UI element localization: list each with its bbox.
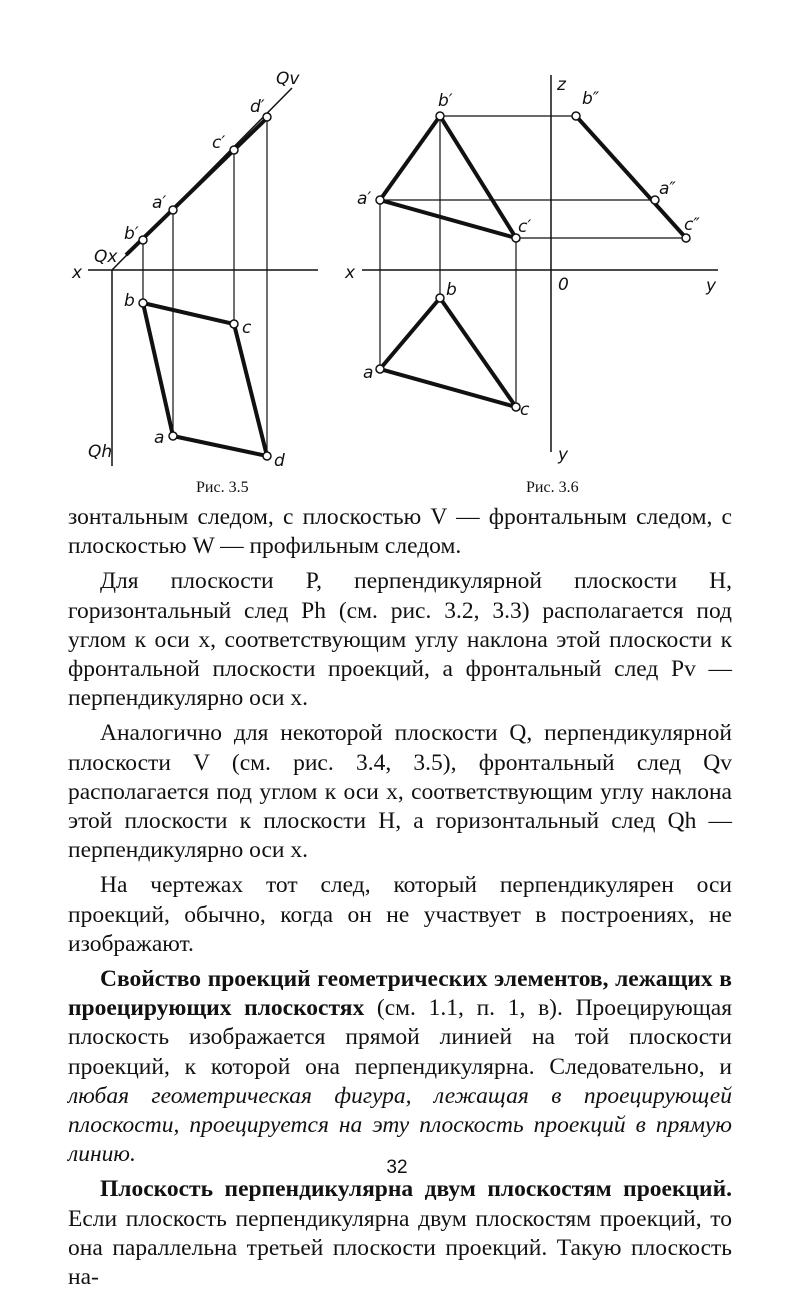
paragraph-3: Аналогично для некоторой плоскости Q, перпендикулярной плоскости V (см. рис. 3.4, 3.5), фронтальный след Qv располагается под углом к оси x, соответствующим углу наклона этой плоскости к плоскости H, а горизонтальный след Qh — перпендикулярно оси x. <box>68 720 732 864</box>
label-a2-3-6: a″ <box>659 179 676 199</box>
label-a1-3-6: a′ <box>357 189 372 209</box>
page-number: 32 <box>386 1157 408 1178</box>
paragraph-5-heading: Свойство проекций геометрических элементов, лежащих в проецирующих плоскостях <box>68 966 732 1022</box>
point-a-3-6 <box>376 365 384 373</box>
paragraph-5 <box>68 965 732 1169</box>
paragraph-1: зонтальным следом, с плоскостью V — фронтальным следом, с плоскостью W — профильным следом. <box>68 504 732 560</box>
label-x: x <box>72 263 83 283</box>
label-d1: d′ <box>250 97 265 117</box>
profile-projection <box>576 116 686 238</box>
point-c <box>230 320 238 328</box>
paragraph-6 <box>68 1175 732 1292</box>
label-y2: y <box>558 445 569 465</box>
label-y1: y <box>706 276 717 296</box>
paragraph-4: На чертежах тот след, который перпендикулярен оси проекций, обычно, когда он не участвует в построениях, не изображают. <box>68 872 732 957</box>
paragraph-2: Для плоскости P, перпендикулярной плоскости H, горизонтальный след Ph (см. рис. 3.2, 3.3) располагается под углом к оси x, соответствующим углу наклона этой плоскости к фронтальной плоскости проекций, а фронтальный след Pv — перпендикулярно оси x. <box>68 568 732 712</box>
frontal-projection <box>380 116 516 238</box>
figure-3-6-labels <box>344 75 717 496</box>
label-a1: a′ <box>152 193 167 213</box>
point-a1 <box>169 206 177 214</box>
label-b1: b′ <box>124 224 139 244</box>
label-b-3-6: b <box>446 280 457 300</box>
label-qv: Qv <box>276 69 300 89</box>
figure-3-6 <box>362 75 718 452</box>
label-d: d <box>274 451 285 471</box>
point-a <box>169 432 177 440</box>
point-b1 <box>139 236 147 244</box>
point-b <box>139 299 147 307</box>
label-a-3-6: a <box>363 363 374 383</box>
paragraph-6-heading: Плоскость перпендикулярна двум плоскостям проекций. <box>100 1176 732 1203</box>
figure-3-5 <box>88 88 318 466</box>
figure-3-5-labels <box>71 69 300 496</box>
point-c2-3-6 <box>682 234 690 242</box>
label-c2-3-6: c″ <box>684 215 700 235</box>
point-c-3-6 <box>512 403 520 411</box>
point-b2-3-6 <box>572 112 580 120</box>
caption-fig-3-5: Рис. 3.5 <box>196 479 249 496</box>
label-c-3-6: c <box>520 400 530 420</box>
label-b1-3-6: b′ <box>438 91 453 111</box>
figures-area <box>0 0 794 500</box>
label-b2-3-6: b″ <box>582 89 600 109</box>
label-qx: Qx <box>94 247 118 267</box>
paragraph-5-text: (см. 1.1, п. 1, в). Проецирующая плоскость изображается прямой линией на той плоскости проекций, к которой она перпендикулярна. Следовательно, и <box>68 995 733 1080</box>
label-origin: 0 <box>558 275 569 295</box>
label-b: b <box>124 291 135 311</box>
point-b1-3-6 <box>436 112 444 120</box>
qv-segment <box>126 117 268 255</box>
point-a2-3-6 <box>651 196 659 204</box>
point-c1 <box>230 146 238 154</box>
label-c1-3-6: c′ <box>518 217 532 237</box>
point-a1-3-6 <box>376 196 384 204</box>
point-d <box>263 452 271 460</box>
label-c1: c′ <box>212 133 226 153</box>
label-qh: Qh <box>88 442 113 462</box>
horizontal-projection-3-6 <box>380 298 516 407</box>
label-x-3-6: x <box>345 263 356 283</box>
caption-fig-3-6: Рис. 3.6 <box>526 479 579 496</box>
label-z: z <box>557 75 566 95</box>
label-a: a <box>154 428 165 448</box>
paragraph-5-emphasis: любая геометрическая фигура, лежащая в проецирующей плоскости, проецируется на эту плоскость проекций в прямую линию. <box>68 1082 732 1168</box>
figures-svg <box>0 0 794 500</box>
paragraph-6-text: Если плоскость перпендикулярна двум плоскостям проекций, то она параллельна третьей плоскости проекций. Такую плоскость на- <box>68 1205 732 1291</box>
label-c: c <box>242 318 252 338</box>
point-b-3-6 <box>436 294 444 302</box>
